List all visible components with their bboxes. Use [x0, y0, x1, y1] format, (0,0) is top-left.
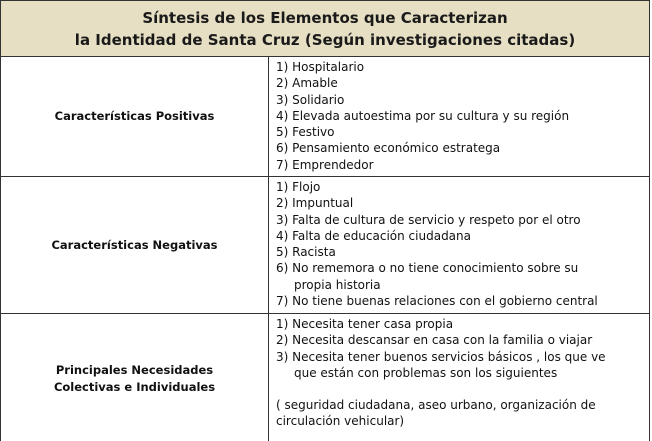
list-item: 6) Pensamiento económico estratega [276, 141, 501, 156]
table-header [1, 1, 649, 57]
list-item: 4) Falta de educación ciudadana [276, 228, 471, 243]
table-title-line-1: Síntesis de los Elementos que Caracterizan [142, 8, 508, 27]
row-label-positive: Características Positivas [54, 109, 215, 123]
row-label-negative: Características Negativas [51, 237, 218, 252]
list-item: 5) Racista [276, 245, 336, 260]
list-item: 1) Flojo [276, 180, 321, 194]
list-item: 3) Solidario [276, 92, 345, 107]
note-text [276, 397, 649, 430]
row-label-needs [54, 362, 215, 396]
note-line-2: circulación vehicular) [276, 414, 405, 429]
list-item: 1) Necesita tener casa propia [276, 317, 454, 331]
table-row-negative [1, 177, 649, 314]
row-items-cell [269, 314, 649, 441]
list-item: 1) Hospitalario [276, 60, 365, 74]
list-item: 3) Necesita tener buenos servicios básicos , los que ve [276, 349, 606, 364]
row-label-needs-line-2: Colectivas e Individuales [53, 379, 216, 394]
list-item: 2) Necesita descansar en casa con la familia o viajar [276, 333, 593, 348]
row-label-cell [1, 177, 269, 313]
table-row-positive [1, 57, 649, 177]
row-label-needs-line-1: Principales Necesidades [55, 362, 214, 377]
list-item: 6) No rememora o no tiene conocimiento sobre su [276, 261, 579, 276]
list-item: 5) Festivo [276, 125, 335, 140]
row-items-cell [269, 177, 649, 313]
row-label-cell [1, 314, 269, 441]
list-item: 4) Elevada autoestima por su cultura y su región [276, 108, 570, 123]
table-title-line-2: la Identidad de Santa Cruz (Según investigaciones citadas) [74, 30, 576, 49]
list-item: 7) Emprendedor [276, 157, 374, 172]
list-item: 2) Impuntual [276, 196, 354, 211]
list-item: 7) No tiene buenas relaciones con el gobierno central [276, 294, 598, 309]
list-item: 3) Falta de cultura de servicio y respeto por el otro [276, 212, 581, 227]
list-item-continuation: propia historia [294, 277, 381, 292]
row-label-cell [1, 57, 269, 176]
note-line-1: ( seguridad ciudadana, aseo urbano, organización de [276, 398, 596, 413]
row-items-cell [269, 57, 649, 176]
table-row-needs [1, 314, 649, 441]
list-item: 2) Amable [276, 76, 338, 91]
list-item-continuation: que están con problemas son los siguientes [294, 365, 558, 380]
